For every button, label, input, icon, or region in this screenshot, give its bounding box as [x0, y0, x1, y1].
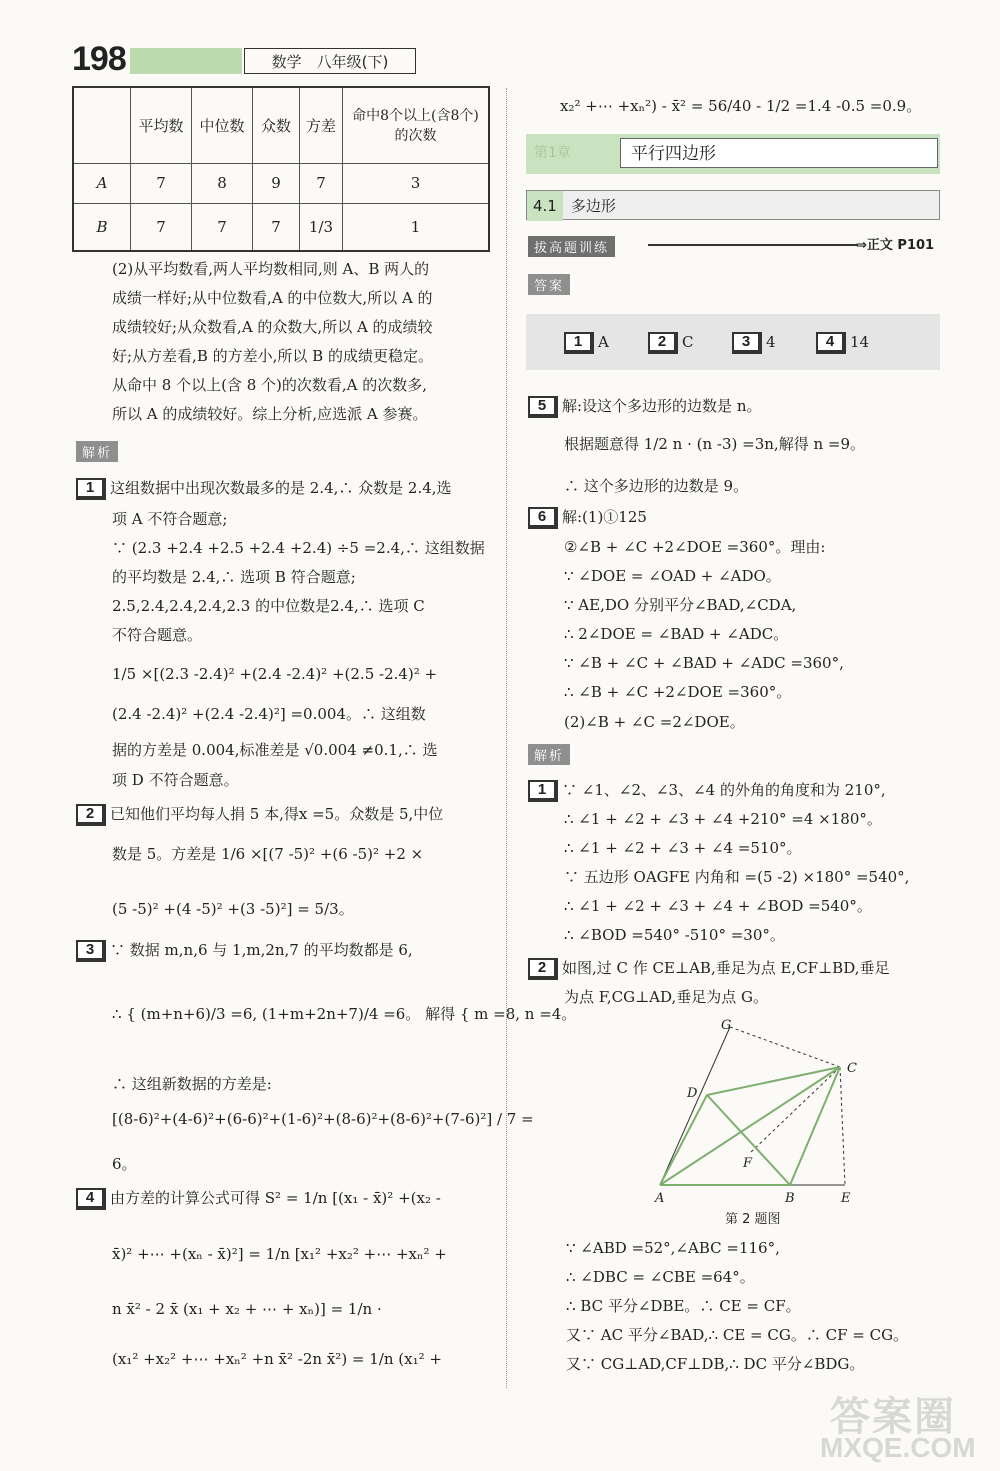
question-number-badge: 3: [732, 332, 762, 354]
solution-line: [112, 621, 202, 649]
solution-line: [564, 472, 748, 500]
solution-text: ∵ ∠1、∠2、∠3、∠4 的外角的角度和为 210°,: [562, 781, 886, 799]
table-cell: 9: [253, 163, 300, 203]
table-cell: 3: [343, 163, 490, 203]
ce-line: [840, 1067, 845, 1185]
solution-text: 项 A 不符合题意;: [112, 510, 228, 528]
label-c: C: [847, 1061, 857, 1076]
solution-line: [112, 766, 239, 794]
solution-line: [112, 1240, 447, 1268]
answer-value: 4: [766, 333, 776, 351]
solution-text: (2.4 -2.4)² +(2.4 -2.4)²] =0.004。∴ 这组数: [112, 705, 426, 723]
solution-text: (2)∠B + ∠C =2∠DOE。: [564, 713, 745, 731]
question-number-badge: 1: [564, 332, 594, 354]
solution-text: 1/5 ×[(2.3 -2.4)² +(2.4 -2.4)² +(2.5 -2.4)² +: [112, 665, 438, 683]
solution-line: [564, 921, 785, 949]
solution-line: [112, 1070, 272, 1098]
solution-text: n x̄² - 2 x̄ (x₁ + x₂ + ⋯ + xₙ)] = 1/n ·: [112, 1300, 382, 1318]
solution-text: ∵ 数据 m,n,6 与 1,m,2n,7 的平均数都是 6,: [110, 941, 413, 959]
label-d: D: [687, 1086, 698, 1101]
chapter-title: 平行四边形: [620, 138, 938, 168]
solution-text: ∴ ∠1 + ∠2 + ∠3 + ∠4 +210° =4 ×180°。: [564, 810, 882, 828]
question-number-badge: 4: [816, 332, 846, 354]
table-cell: 1: [343, 203, 490, 251]
practice-tag: 拔高题训练: [528, 236, 615, 257]
solution-line: [76, 936, 413, 964]
solution-line: [564, 562, 781, 590]
practice-arrow-line: [648, 244, 858, 246]
solution-text: ∴ ∠1 + ∠2 + ∠3 + ∠4 =510°。: [564, 839, 802, 857]
label-b: B: [785, 1191, 795, 1206]
table-cell: 1/3: [300, 203, 343, 251]
subject-label: 数学 八年级(下): [244, 48, 416, 74]
continued-formula: x₂² +⋯ +xₙ²) - x̄² = 56/40 - 1/2 =1.4 -0.5 =0.9。: [560, 97, 922, 115]
answer-item: [816, 328, 869, 356]
table-cell: 7: [253, 203, 300, 251]
solution-line: [112, 1345, 442, 1373]
question-number-badge: 2: [528, 958, 558, 980]
solution-text: 解:设这个多边形的边数是 n。: [562, 397, 762, 415]
solution-line: [564, 834, 802, 862]
solution-line: [76, 1184, 441, 1212]
chapter-label: 第1章: [534, 145, 571, 161]
solution-line: [112, 1295, 382, 1323]
solution-line: [528, 503, 647, 531]
cg-line: [730, 1027, 840, 1067]
solution-text: 的平均数是 2.4,∴ 选项 B 符合题意;: [112, 568, 356, 586]
solution-text: (5 -5)² +(4 -5)² +(3 -5)²] = 5/3。: [112, 900, 354, 918]
table-cell: 7: [131, 163, 192, 203]
solution-line: [564, 591, 796, 619]
solution-line: [112, 1105, 534, 1133]
solution-text: 据的方差是 0.004,标准差是 √0.004 ≠0.1,∴ 选: [112, 741, 438, 759]
solution-text: 不符合题意。: [112, 626, 203, 644]
proof-line: 又∵ AC 平分∠BAD,∴ CE = CG。∴ CF = CG。: [566, 1326, 909, 1344]
label-g: G: [721, 1018, 732, 1033]
answer-value: 14: [850, 333, 870, 351]
solution-text: ∵ ∠DOE = ∠OAD + ∠ADO。: [564, 567, 781, 585]
page-number: 198: [72, 40, 126, 78]
label-a: A: [655, 1191, 665, 1206]
solution-text: 2.5,2.4,2.4,2.4,2.3 的中位数是2.4,∴ 选项 C: [112, 597, 425, 615]
answer-item: [732, 328, 776, 356]
question-number-badge: 1: [76, 478, 106, 500]
table-cell: 7: [131, 203, 192, 251]
solution-line: [564, 863, 909, 891]
section-header: [526, 190, 940, 220]
paragraph-line: 成绩一样好;从中位数看,A 的中位数大,所以 A 的: [112, 289, 433, 307]
solution-text: 根据题意得 1/2 n · (n -3) =3n,解得 n =9。: [564, 435, 866, 453]
solution-line: [112, 592, 425, 620]
table-header-cell: [73, 87, 131, 163]
solution-text: [(8-6)²+(4-6)²+(6-6)²+(1-6)²+(8-6)²+(8-6)²+(7-6)²] / 7 =: [112, 1110, 534, 1128]
column-divider: [506, 88, 507, 1388]
table-cell: 7: [300, 163, 343, 203]
solution-line: [564, 430, 865, 458]
paragraph-line: (2)从平均数看,两人平均数相同,则 A、B 两人的: [112, 260, 430, 278]
solution-line: [564, 533, 825, 561]
solution-text: 这组数据中出现次数最多的是 2.4,∴ 众数是 2.4,选: [110, 479, 452, 497]
solution-text: ∵ ∠B + ∠C + ∠BAD + ∠ADC =360°,: [564, 654, 844, 672]
proof-line: ∵ ∠ABD =52°,∠ABC =116°,: [566, 1239, 780, 1257]
table-header-cell: 中位数: [192, 87, 253, 163]
solution-text: ∴ ∠BOD =540° -510° =30°。: [564, 926, 785, 944]
solution-line: [76, 474, 452, 502]
figure-caption: 第 2 题图: [725, 1212, 781, 1227]
geometry-figure: [645, 1015, 875, 1230]
question-number-badge: 2: [76, 804, 106, 826]
question-number-badge: 3: [76, 940, 106, 962]
solution-text: x̄)² +⋯ +(xₙ - x̄)²] = 1/n [x₁² +x₂² +⋯ +xₙ² +: [112, 1245, 447, 1263]
solution-line: [112, 895, 354, 923]
solution-line: [528, 954, 889, 982]
solution-text: 数是 5。方差是 1/6 ×[(7 -5)² +(6 -5)² +2 ×: [112, 845, 424, 863]
label-e: E: [841, 1191, 851, 1206]
proof-line: ∴ BC 平分∠DBE。∴ CE = CF。: [566, 1297, 801, 1315]
solution-text: ∴ ∠B + ∠C +2∠DOE =360°。: [564, 683, 792, 701]
solution-text: ∵ 五边形 OAGFE 内角和 =(5 -2) ×180° =540°,: [564, 868, 910, 886]
page-reference: ⇒正文 P101: [856, 238, 935, 253]
solution-text: ∴ ∠1 + ∠2 + ∠3 + ∠4 + ∠BOD =540°。: [564, 897, 872, 915]
paragraph-line: 好;从方差看,B 的方差小,所以 B 的成绩更稳定。: [112, 347, 433, 365]
solution-line: [528, 392, 761, 420]
solution-text: ②∠B + ∠C +2∠DOE =360°。理由:: [564, 538, 826, 556]
answer-item: [648, 328, 693, 356]
solution-text: ∴ 2∠DOE = ∠BAD + ∠ADC。: [564, 625, 789, 643]
solution-text: ∵ (2.3 +2.4 +2.5 +2.4 +2.4) ÷5 =2.4,∴ 这组数据: [112, 539, 485, 557]
solution-text: 如图,过 C 作 CE⊥AB,垂足为点 E,CF⊥BD,垂足: [562, 959, 890, 977]
da-side: [660, 1095, 707, 1185]
solution-line: [564, 678, 791, 706]
solution-line: [76, 800, 443, 828]
solution-line: [112, 736, 437, 764]
solution-text: 为点 F,CG⊥AD,垂足为点 G。: [564, 988, 769, 1006]
jiexi-tag-right: 解析: [528, 744, 570, 765]
solution-line: [564, 708, 745, 736]
solution-line: [564, 805, 882, 833]
solution-text: 已知他们平均每人捐 5 本,得x =5。众数是 5,中位: [110, 805, 444, 823]
table-header-cell: 众数: [253, 87, 300, 163]
answer-value: C: [682, 333, 694, 351]
solution-line: [112, 563, 356, 591]
section-title: 多边形: [570, 197, 616, 215]
table-cell: B: [73, 203, 131, 251]
solution-line: [112, 840, 423, 868]
bc-side: [790, 1067, 840, 1185]
label-f: F: [743, 1156, 753, 1171]
solution-text: 解:(1)①125: [562, 508, 647, 526]
answer-value: A: [598, 333, 609, 351]
solution-text: (x₁² +x₂² +⋯ +xₙ² +n x̄² -2n x̄²) = 1/n (x₁² +: [112, 1350, 442, 1368]
solution-line: [112, 700, 426, 728]
solution-line: [112, 505, 227, 533]
solution-line: [564, 983, 768, 1011]
paragraph-line: 成绩较好;从众数看,A 的众数大,所以 A 的成绩较: [112, 318, 433, 336]
solution-line: [112, 660, 437, 688]
watermark-logo: 答案圈: [830, 1395, 956, 1439]
solution-line: [564, 620, 788, 648]
proof-line: ∴ ∠DBC = ∠CBE =64°。: [566, 1268, 755, 1286]
solution-line: [564, 649, 844, 677]
question-number-badge: 4: [76, 1188, 106, 1210]
table-cell: 8: [192, 163, 253, 203]
question-number-badge: 1: [528, 780, 558, 802]
solution-text: ∴ 这个多边形的边数是 9。: [564, 477, 749, 495]
paragraph-line: 所以 A 的成绩较好。综上分析,应选派 A 参赛。: [112, 405, 428, 423]
question-number-badge: 5: [528, 396, 558, 418]
table-header-cell: 平均数: [131, 87, 192, 163]
solution-text: ∵ AE,DO 分别平分∠BAD,∠CDA,: [564, 596, 797, 614]
table-header-cell: 方差: [300, 87, 343, 163]
solution-line: [112, 1150, 137, 1178]
header-bar: [130, 48, 242, 74]
table-header-cell: 命中8个以上(含8个)的次数: [343, 87, 490, 163]
watermark-url: MXQE.COM: [820, 1432, 976, 1463]
daan-tag: 答案: [528, 274, 570, 295]
section-number: 4.1: [527, 191, 563, 221]
question-number-badge: 6: [528, 507, 558, 529]
solution-text: 项 D 不符合题意。: [112, 771, 239, 789]
solution-text: 6。: [112, 1155, 137, 1173]
solution-line: [112, 534, 485, 562]
solution-text: ∴ { (m+n+6)/3 =6, (1+m+2n+7)/4 =6。 解得 { m =8, n =4。: [112, 1005, 577, 1023]
solution-line: [528, 776, 886, 804]
table-cell: 7: [192, 203, 253, 251]
solution-text: ∴ 这组新数据的方差是:: [112, 1075, 272, 1093]
jiexi-tag: 解析: [76, 441, 118, 462]
solution-line: [564, 892, 872, 920]
question-number-badge: 2: [648, 332, 678, 354]
proof-line: 又∵ CG⊥AD,CF⊥DB,∴ DC 平分∠BDG。: [566, 1355, 865, 1373]
table-cell: A: [73, 163, 131, 203]
paragraph-line: 从命中 8 个以上(含 8 个)的次数看,A 的次数多,: [112, 376, 428, 394]
answer-item: [564, 328, 609, 356]
solution-text: 由方差的计算公式可得 S² = 1/n [(x₁ - x̄)² +(x₂ -: [110, 1189, 441, 1207]
score-table: [72, 86, 490, 252]
cf-line: [750, 1067, 840, 1153]
